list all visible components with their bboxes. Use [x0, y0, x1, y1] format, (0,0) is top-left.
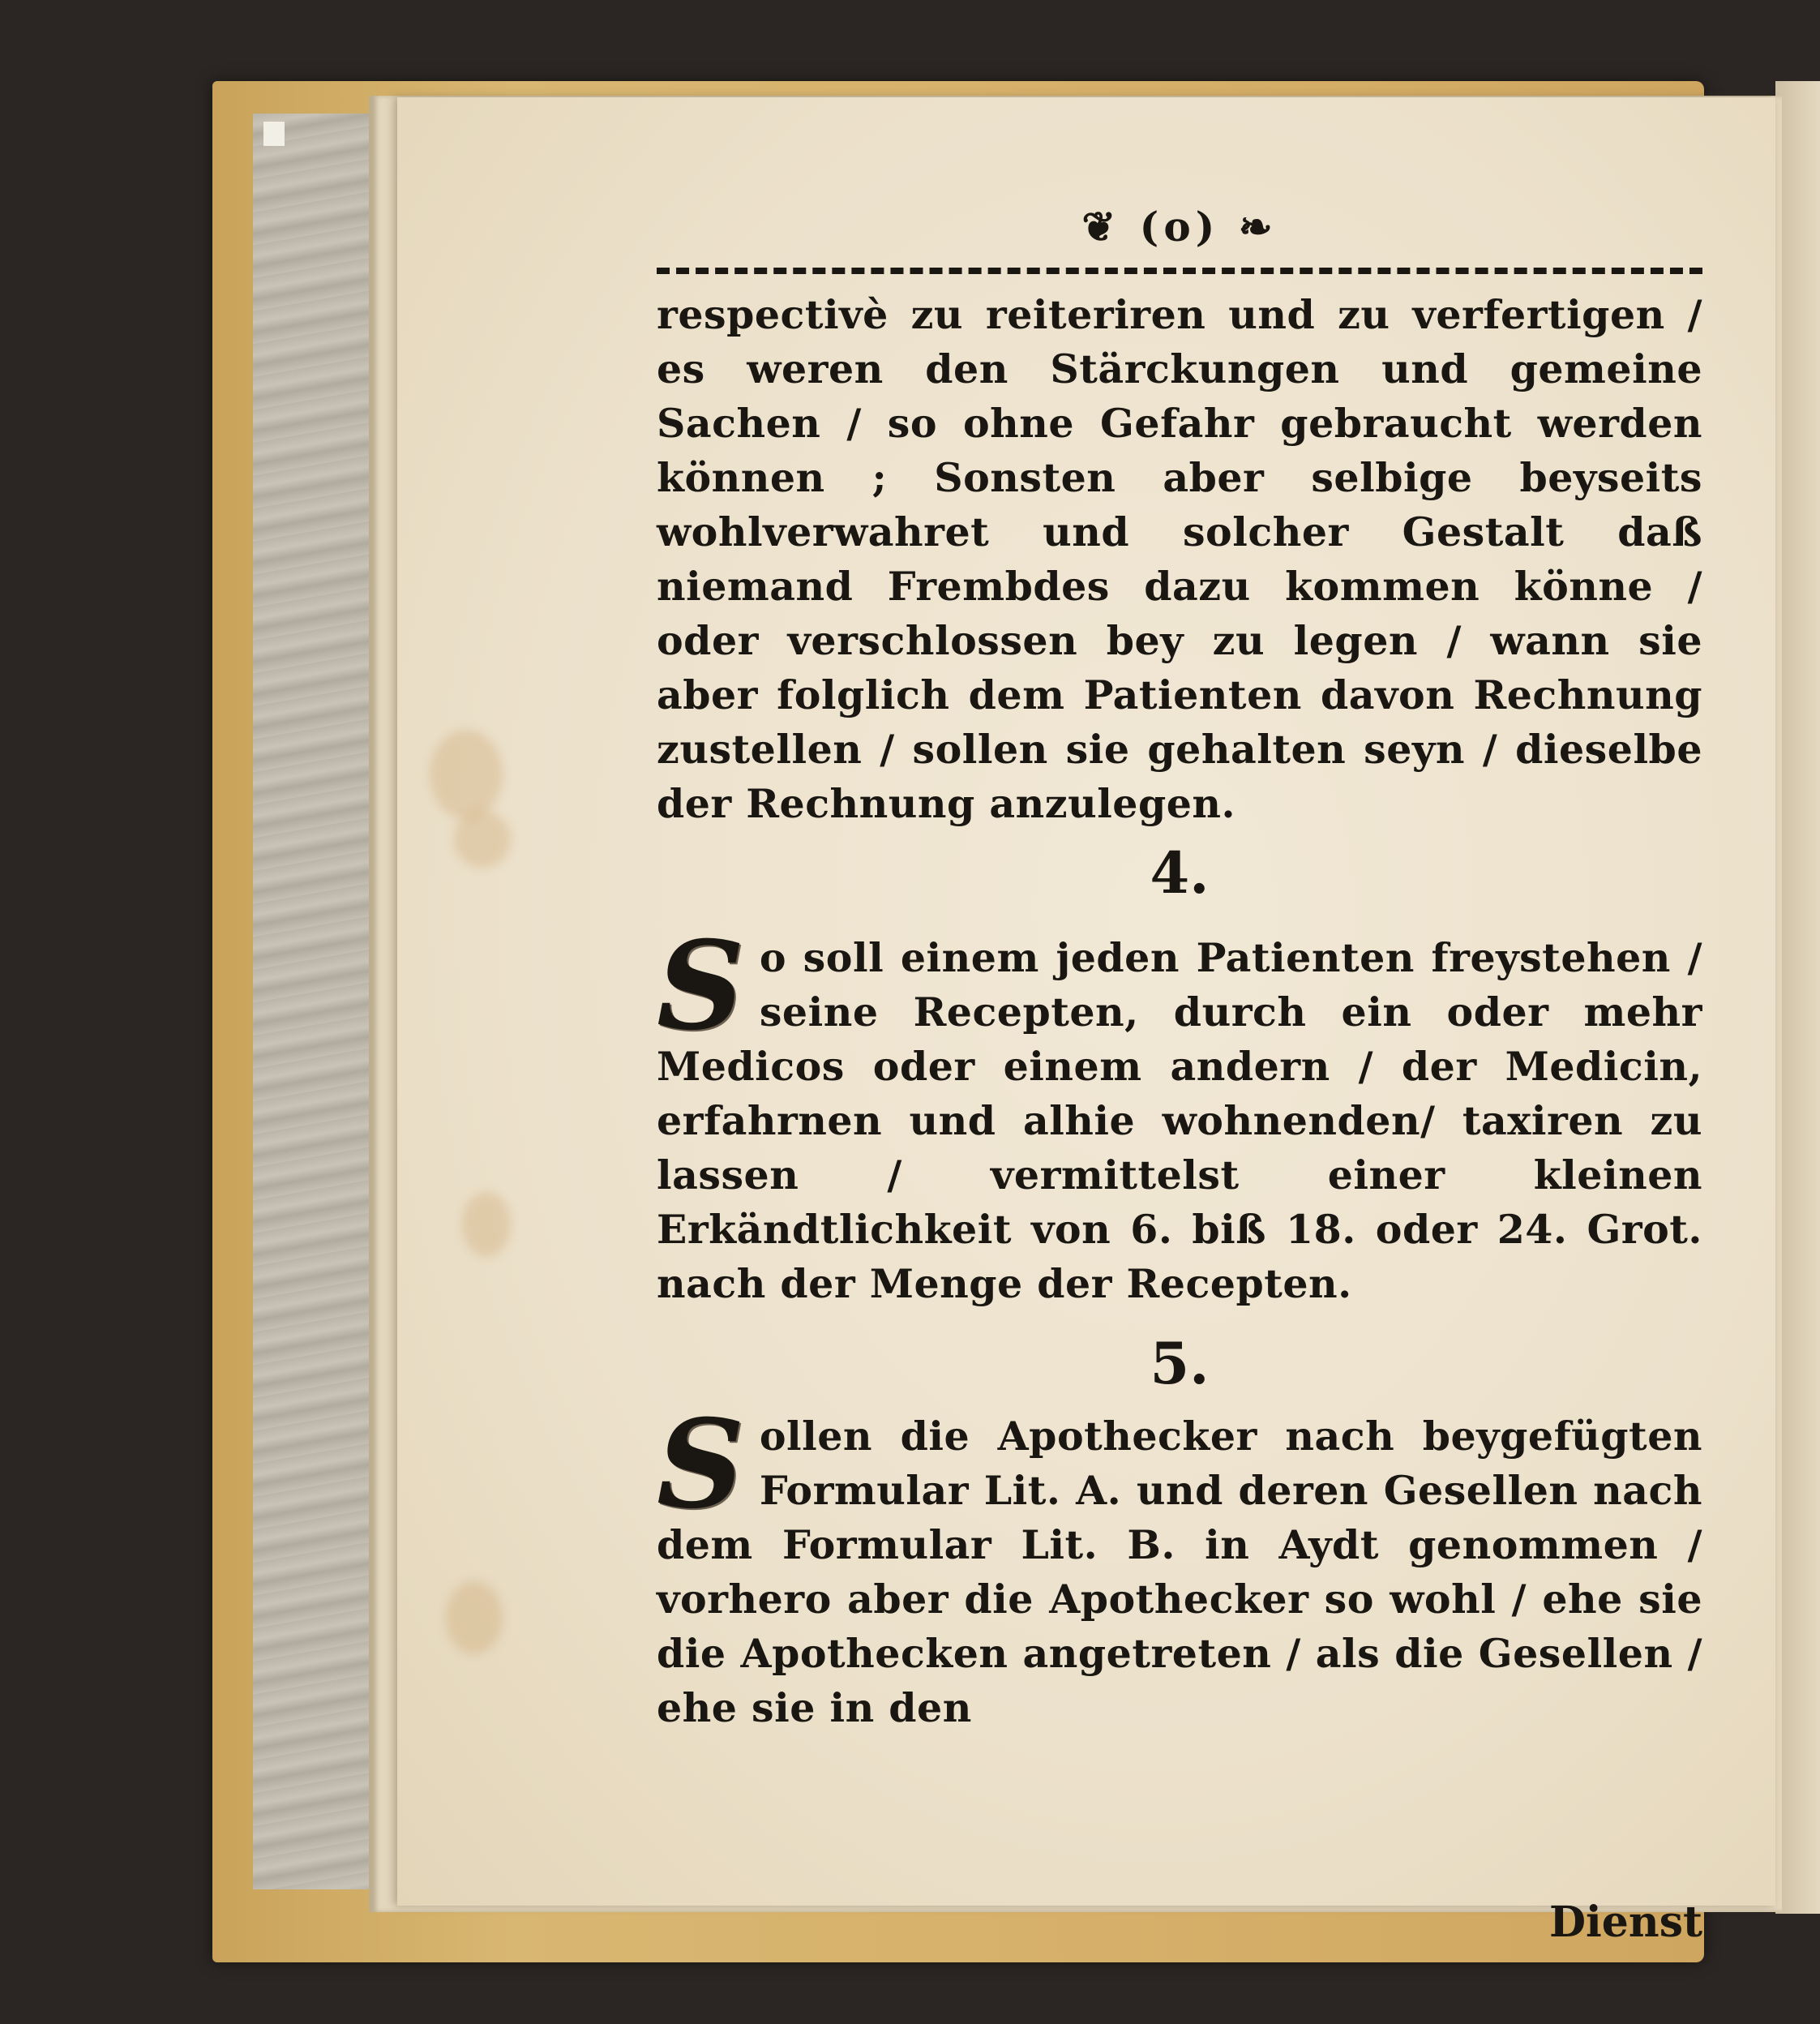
- section-4-paragraph: [657, 915, 1702, 1311]
- fleuron-left-icon: ❦: [1081, 203, 1140, 251]
- section-4-text: o soll einem jeden Patienten freystehen / seine Recepten, durch ein oder mehr Medicos oder einem andern / der Medicin, erfahrnen und alhie wohnenden/ taxiren zu lassen / vermittelst einer kleinen Erkändtlichkeit von 6. biß 18. oder 24. Grot. nach der Menge der Recepten.: [657, 934, 1702, 1307]
- catchword: Dienst: [1548, 1898, 1702, 1947]
- paper-strip: [263, 122, 285, 146]
- section-5-paragraph: [657, 1393, 1702, 1735]
- fleuron-right-icon: ❧: [1219, 203, 1278, 251]
- foxing-stain: [462, 1192, 511, 1257]
- ornamental-initial: S: [657, 915, 745, 1057]
- page-header: [657, 203, 1702, 251]
- foxing-stain: [446, 1581, 503, 1654]
- page-number: (o): [1139, 203, 1220, 251]
- section-number-4: 4.: [1150, 839, 1210, 907]
- paragraph-continued: respectivè zu reiteriren und zu verfertigen / es weren den Stärckungen und gemeine Sachen / so ohne Gefahr gebraucht werden können ; Sonsten aber selbige beyseits wohlverwahret und solcher Gestalt daß niemand Frembdes dazu kommen könne / oder verschlossen bey zu legen / wann sie aber folglich dem Patienten davon Rechnung zustellen / sollen sie gehalten seyn / dieselbe der Rechnung anzulegen.: [657, 291, 1702, 827]
- ornamental-initial: S: [657, 1393, 745, 1536]
- foxing-stain: [454, 811, 511, 868]
- section-number-5: 5.: [1150, 1330, 1210, 1397]
- section-5-text: ollen die Apothecker nach beygefügten Formular Lit. A. und deren Gesellen nach dem Formular Lit. B. in Aydt genommen / vorhero aber die Apothecker so wohl / ehe sie die Apothecken angetreten / als die Gesellen / ehe sie in den: [657, 1413, 1702, 1731]
- header-rule: [657, 268, 1702, 274]
- facing-page-edge: [1775, 81, 1820, 1914]
- foxing-stain: [430, 730, 503, 819]
